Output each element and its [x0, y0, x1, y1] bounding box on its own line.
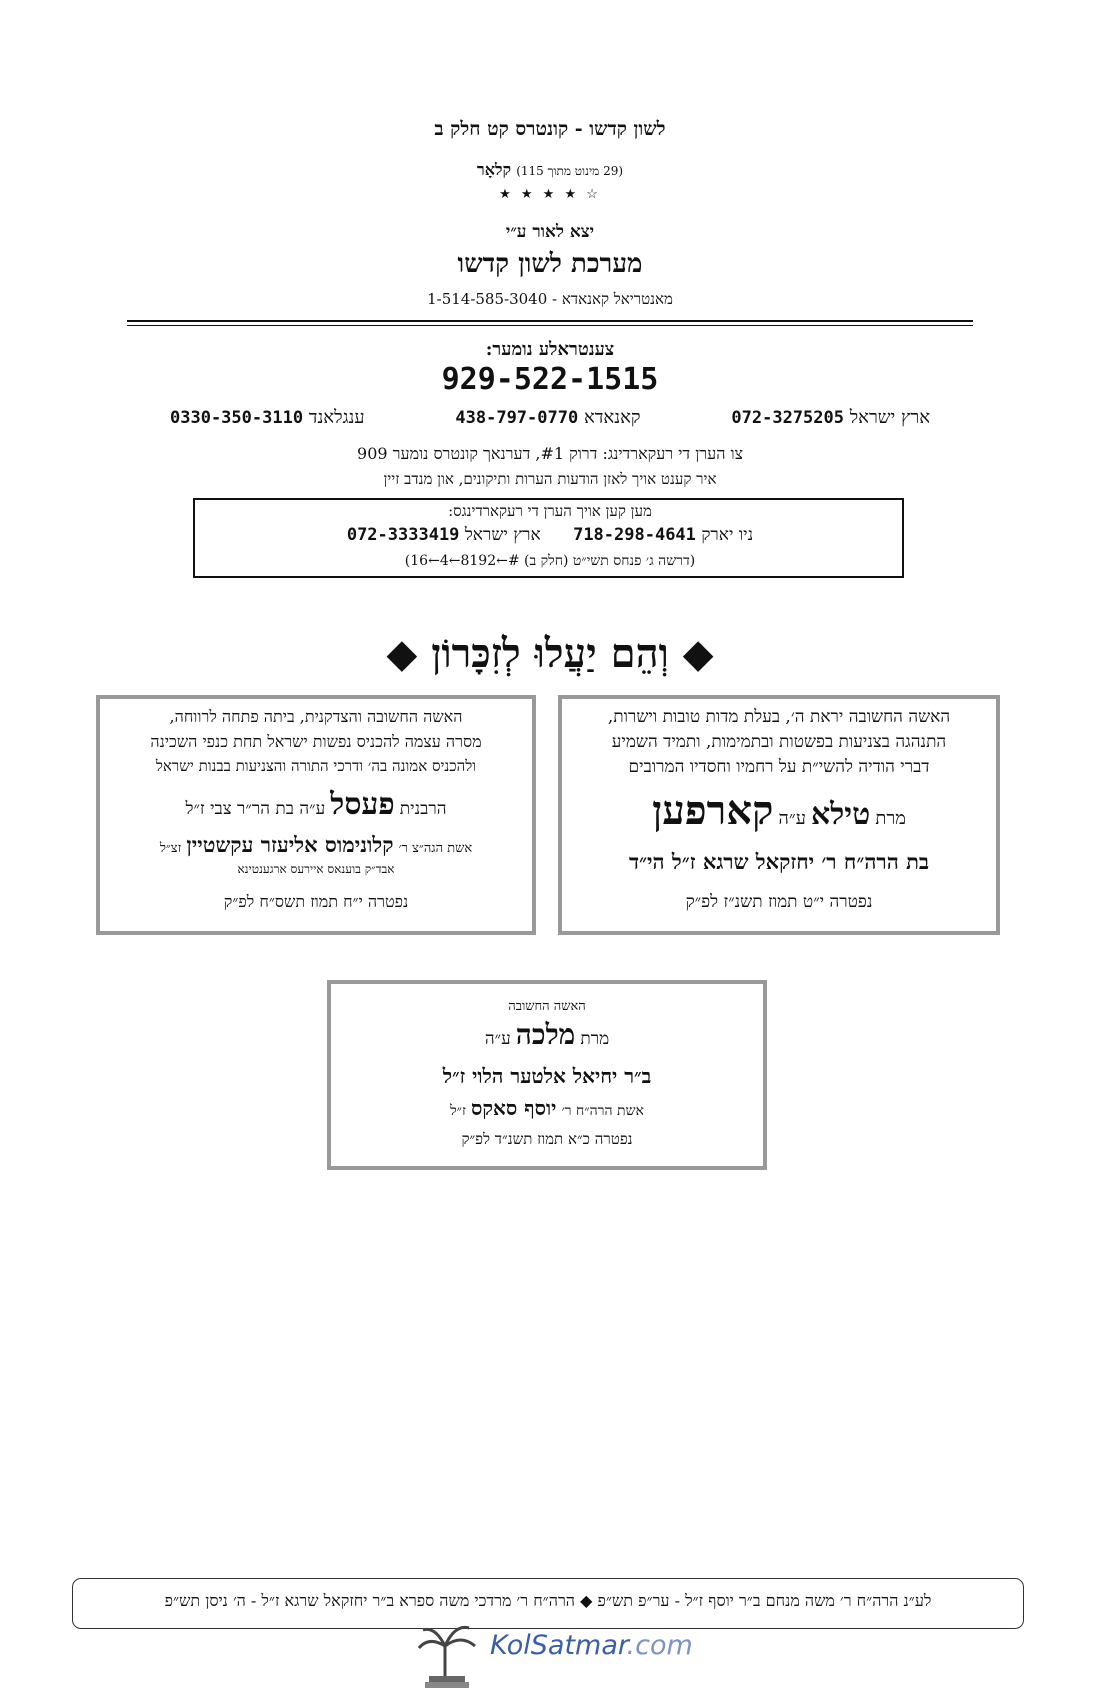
husband-prefix: אשת הגה״צ ר׳: [398, 841, 473, 856]
org-address: מאנטריאל קאנאדא - 1-514-585-3040: [427, 290, 673, 308]
org-name: מערכת לשון קדשו: [457, 249, 643, 279]
central-number-label: צענטראלע נומער:: [485, 339, 615, 360]
dedication-text: לע״נ הרה״ח ר׳ משה מנחם ב״ר יוסף ז״ל - ער״פ תש״פ ◆ הרה״ח ר׳ מרדכי משה ספרא ב״ר יחזקאל שרגא ז״ל - ה׳ ניסן תש״פ: [164, 1591, 932, 1610]
central-number: 929-522-1515: [441, 362, 659, 397]
passing-date: נפטרה כ״א תמוז תשנ״ד לפ״ק: [461, 1130, 633, 1148]
il-number: 072-3333419: [346, 525, 460, 545]
first-name: טילא: [811, 797, 871, 832]
name-honorific: ע״ה: [778, 808, 806, 829]
booklet-title: לשון קדשו - קונטרס קט חלק ב: [434, 118, 666, 140]
husband-name: [100, 832, 532, 858]
memorial-text-line: התנהגה בצניעות בפשטות ובתמימות, ותמיד השמיע: [611, 732, 947, 752]
phone-region: קאנאדא: [583, 407, 641, 428]
passing-date: נפטרה י״ט תמוז תשנ״ז לפ״ק: [685, 892, 873, 912]
il-label: ארץ ישראל: [464, 525, 541, 545]
site-tld: .com: [626, 1630, 693, 1661]
phone-england: [170, 407, 365, 428]
brand-label: קלאָר: [476, 160, 512, 179]
first-name: פעסל: [330, 787, 395, 822]
phone-canada: [455, 407, 640, 428]
husband-title: אבד״ק בוענאס איירעס ארגענטינא: [237, 862, 395, 876]
phone-number: 072-3275205: [731, 408, 844, 428]
message-instructions: איר קענט אויך לאזן הודעות הערות ותיקונים, און מנדב זיין: [383, 470, 717, 488]
memorial-name: [562, 787, 996, 834]
divider-line: [127, 320, 973, 322]
phone-region: ענגלאנד: [308, 407, 365, 428]
memorial-text-line: דברי הודיה להשי״ת על רחמיו וחסדיו המרובים: [628, 757, 930, 777]
memorial-box-right: [558, 695, 1000, 935]
memorial-intro: האשה החשובה: [508, 999, 586, 1014]
rating-stars: ★ ★ ★ ★ ☆: [499, 187, 601, 202]
name-prefix: מרת: [580, 1029, 610, 1049]
duration-text: (29 מינוט מתוך 115): [516, 164, 624, 178]
listen-label: מען קען אויך הערן די רעקארדינגס:: [448, 502, 652, 520]
husband-prefix: אשת הרה״ח ר׳: [561, 1103, 644, 1119]
phone-region: ארץ ישראל: [849, 407, 930, 428]
memorial-box-left: [96, 695, 536, 935]
husband-suffix: ז״ל: [450, 1103, 466, 1119]
palm-tree-logo-icon: [415, 1618, 485, 1694]
published-by: יצא לאור ע״י: [505, 222, 595, 242]
memorial-text-line: האשה החשובה יראת ה׳, בעלת מדות טובות וישרות,: [607, 707, 951, 727]
memorial-heading: ◆ וְהֵם יַעֲלוּ לְזִכָּרוֹן ◆: [386, 630, 714, 677]
memorial-box-bottom: [327, 980, 767, 1170]
phone-number: 0330-350-3110: [170, 408, 304, 428]
memorial-name: [331, 1018, 763, 1052]
father-name: ב״ר יחיאל אלטער הלוי ז״ל: [442, 1064, 652, 1088]
listen-reference: (דרשה ג׳ פנחס תשי״ט (חלק ב) #←8192←4←16): [404, 553, 696, 569]
phone-israel: [731, 407, 930, 428]
regional-phones: [170, 407, 930, 428]
last-name: קארפען: [652, 787, 774, 834]
ny-number: 718-298-4641: [573, 525, 696, 545]
site-logo-text[interactable]: [490, 1630, 693, 1661]
duration-line: [0, 160, 1100, 180]
father-name: בת הרה״ח ר׳ יחזקאל שרגא ז״ל הי״ד: [628, 849, 930, 874]
memorial-text-line: האשה החשובה והצדקנית, ביתה פתחה לרווחה,: [169, 707, 463, 726]
husband-name: [331, 1096, 763, 1121]
husband-full-name: קלונימוס אליעזר עקשטיין: [186, 832, 394, 857]
listen-phones: [0, 525, 1100, 545]
first-name: מלכה: [515, 1018, 576, 1051]
memorial-name: [100, 787, 532, 822]
name-prefix: מרת: [875, 808, 906, 829]
memorial-text-line: מסרה עצמה להכניס נפשות ישראל תחת כנפי השכינה: [150, 732, 482, 751]
husband-full-name: יוסף סאקס: [470, 1096, 557, 1120]
memorial-text-line: ולהכניס אמונה בה׳ ודרכי התורה והצניעות בבנות ישראל: [155, 757, 477, 775]
phone-number: 438-797-0770: [455, 408, 579, 428]
recording-instructions: צו הערן די רעקארדינג: דרוק #1, דערנאך קונטרס נומער 909: [357, 444, 743, 463]
ny-label: ניו יארק: [701, 525, 754, 545]
site-name: KolSatmar: [490, 1630, 627, 1661]
name-prefix: הרבנית: [399, 799, 447, 819]
husband-suffix: זצ״ל: [159, 841, 182, 856]
name-rest: ע״ה בת הר״ר צבי ז״ל: [185, 799, 326, 819]
name-honorific: ע״ה: [484, 1029, 511, 1049]
divider-line: [127, 325, 973, 326]
passing-date: נפטרה י״ח תמוז תשס״ח לפ״ק: [223, 892, 409, 911]
